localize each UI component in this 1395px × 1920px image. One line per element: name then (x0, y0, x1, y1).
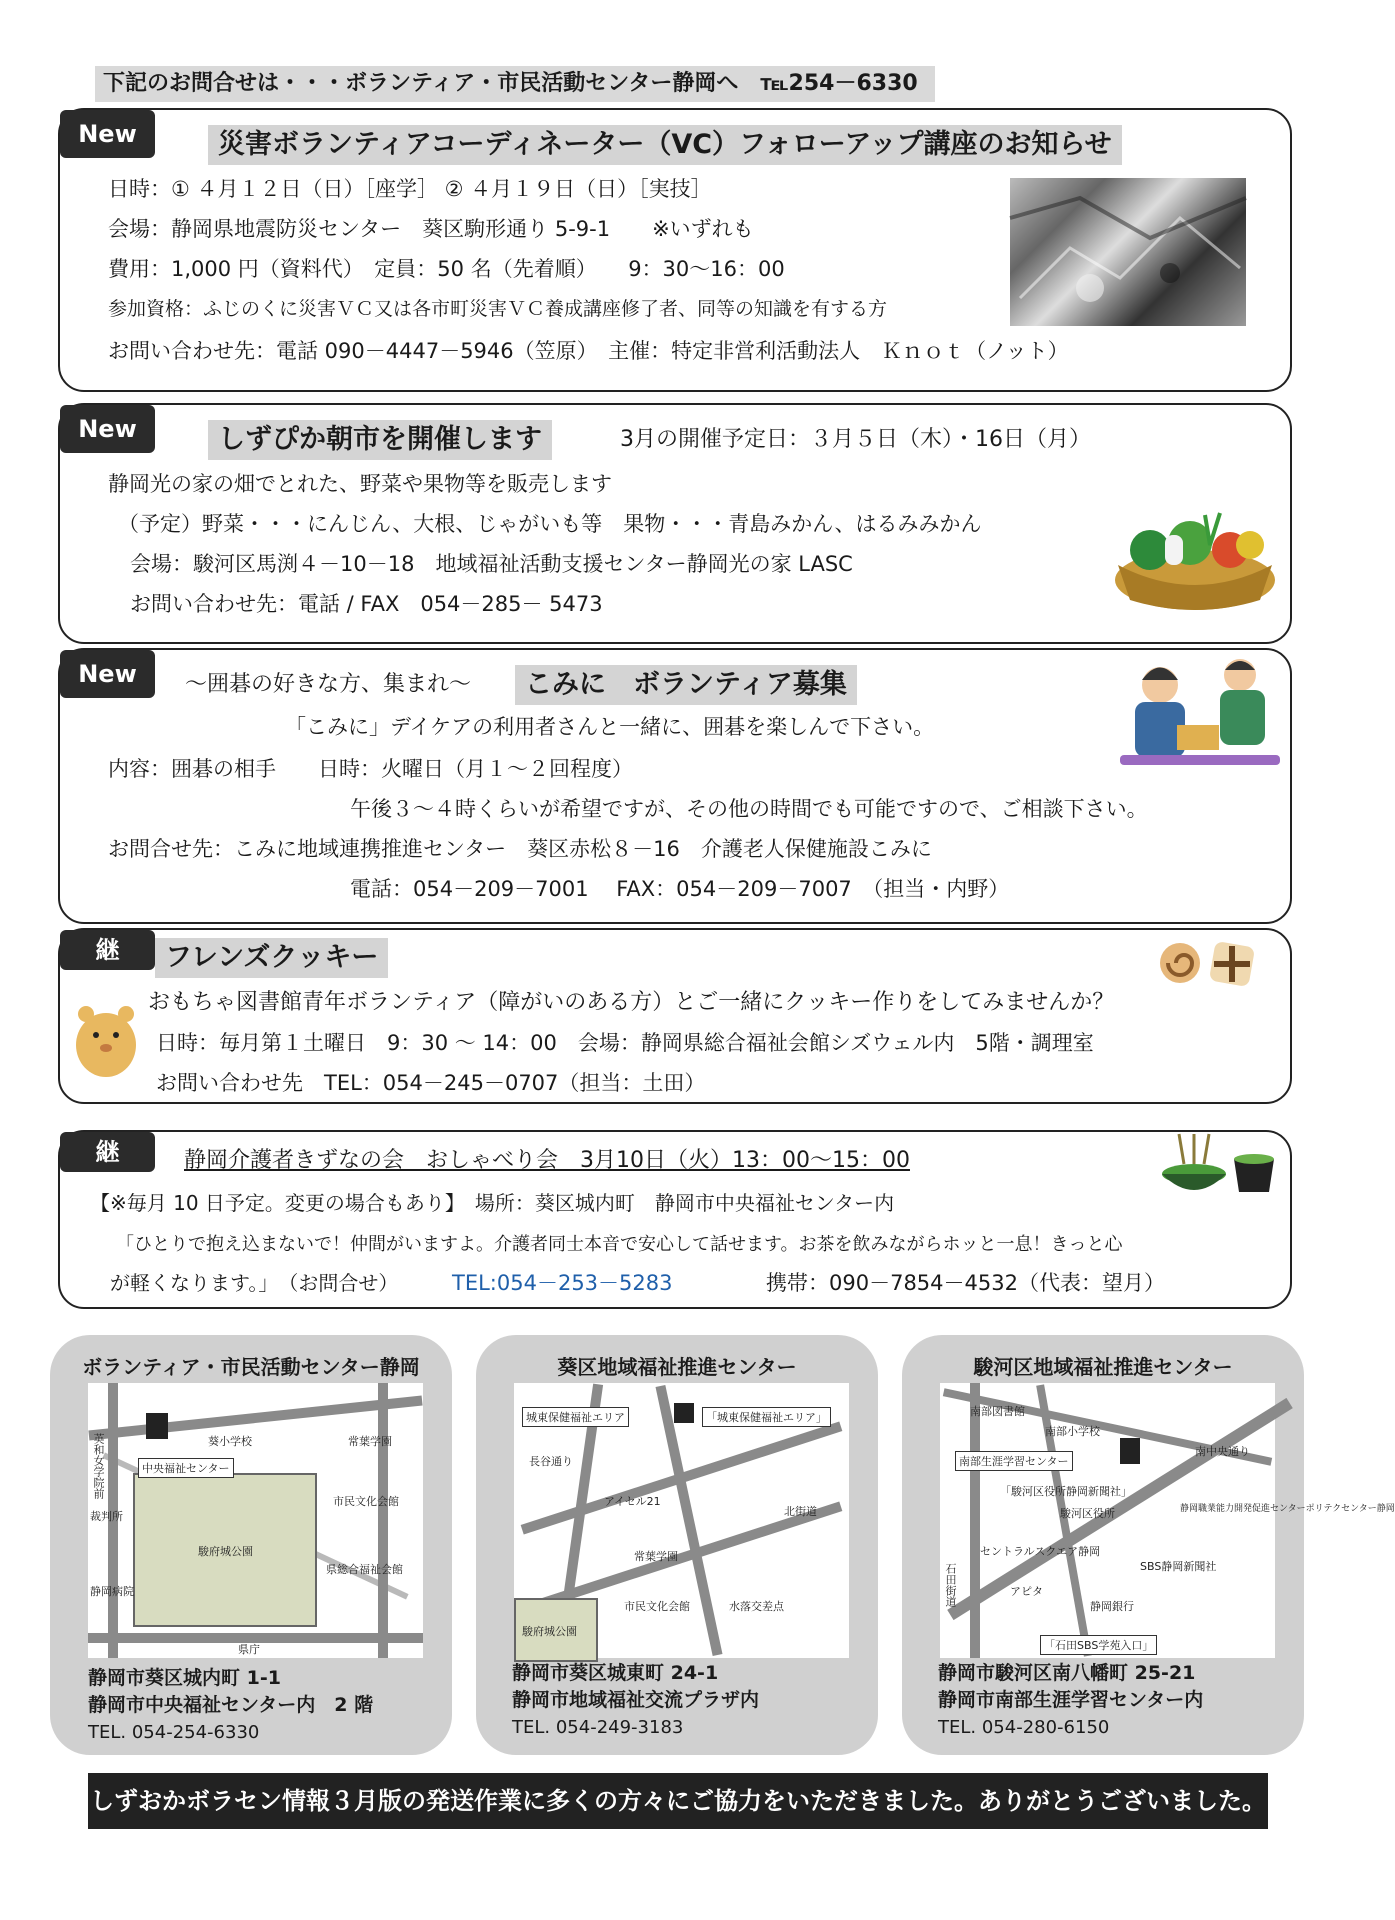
new-badge: New (60, 110, 155, 158)
map-label: SBS静岡新聞社 (1140, 1560, 1217, 1573)
description: おもちゃ図書館青年ボランティア（障がいのある方）とご一緒にクッキー作りをしてみませんか？ (148, 990, 1115, 1015)
section-title: こみに ボランティア募集 (515, 665, 857, 705)
map-label: 市民文化会館 (333, 1495, 399, 1508)
address-line: 静岡市南部生涯学習センター内 (938, 1689, 1204, 1711)
map-label: 南部小学校 (1045, 1425, 1100, 1438)
map-area (88, 1383, 423, 1658)
address-line: 静岡市駿河区南八幡町 25-21 (938, 1662, 1196, 1684)
map-label: 石田街道 (944, 1563, 957, 1607)
section-title: 災害ボランティアコーディネーター（VC）フォローアップ講座のお知らせ (208, 125, 1122, 165)
map-label: アイセル21 (604, 1495, 661, 1508)
map-label: 県庁 (238, 1643, 260, 1656)
map-label: 長谷通り (529, 1455, 573, 1468)
vegetable-basket-icon (1110, 495, 1280, 615)
map-area (514, 1383, 849, 1658)
map-label: 市民文化会館 (624, 1600, 690, 1613)
center-building-icon (146, 1413, 168, 1439)
map-label: 「駿河区役所静岡新聞社」 (1000, 1485, 1132, 1498)
section-caregivers-meeting (58, 1130, 1292, 1309)
map-label: 南部図書館 (970, 1405, 1025, 1418)
description: 「こみに」デイケアの利用者さんと一緒に、囲碁を楽しんで下さい。 (285, 715, 935, 739)
event-schedule: 3月の開催予定日：３月５日（木）・16日（月） (620, 427, 1091, 452)
mobile-phone: 携帯：090－7854－4532（代表：望月） (766, 1271, 1165, 1295)
map-label: 英和女学院前 (92, 1433, 105, 1499)
contact-header: 下記のお問合せは・・・ボランティア・市民活動センター静岡へ ℡254－6330 (95, 66, 935, 102)
map-label: 常葉学園 (634, 1550, 678, 1563)
address-line: 静岡市葵区城内町 1-1 (88, 1667, 281, 1689)
map-title: 葵区地域福祉推進センター (557, 1355, 797, 1379)
hamster-icon (72, 990, 140, 1080)
map-label: 県総合福祉会館 (326, 1563, 403, 1576)
center-building-icon (1120, 1438, 1140, 1464)
event-venue: 会場：静岡県地震防災センター 葵区駒形通り 5-9-1 ※いずれも (108, 217, 754, 241)
section-disaster-vc (58, 108, 1292, 392)
event-date: 日時：① ４月１２日（日）［座学］ ② ４月１９日（日）［実技］ (108, 177, 712, 201)
cookie-icon (1150, 938, 1270, 988)
map-title: 駿河区地域福祉推進センター (973, 1355, 1233, 1379)
map-label: 駿府城公園 (522, 1625, 577, 1638)
thanks-footer: しずおかボラセン情報３月版の発送作業に多くの方々にご協力をいただきました。ありがとうございました。 (88, 1773, 1268, 1829)
disaster-photo (1010, 178, 1246, 326)
map-label: アピタ (1010, 1585, 1043, 1598)
map-label: 駿河区役所 (1060, 1507, 1115, 1520)
message: 「ひとりで抱え込まないで！仲間がいますよ。介護者同士本音で安心して話せます。お茶を飲みながらホッと一息！きっと心 (116, 1234, 1123, 1255)
section-title: しずぴか朝市を開催します (208, 420, 552, 460)
phone-fax: 電話：054－209－7001 FAX：054－209－7007 （担当・内野） (350, 877, 1010, 901)
map-card-suruga-center (902, 1335, 1395, 1755)
section-morning-market (58, 403, 1292, 644)
map-label: 常葉学園 (348, 1435, 392, 1448)
time-note: 午後３～４時くらいが希望ですが、その他の時間でも可能ですので、ご相談下さい。 (350, 797, 1148, 821)
address-line: 静岡市地域福祉交流プラザ内 (512, 1689, 760, 1711)
map-title: ボランティア・市民活動センター静岡 (82, 1355, 420, 1379)
contact-info: お問合せ先：こみに地域連携推進センター 葵区赤松８－16 介護老人保健施設こみに (108, 837, 932, 861)
address-line: 静岡市中央福祉センター内 2 階 (88, 1694, 374, 1716)
map-label: 静岡銀行 (1090, 1600, 1134, 1613)
map-label: 北街道 (784, 1505, 817, 1518)
new-badge: New (60, 405, 155, 453)
map-label: 静岡職業能力開発促進センターポリテクセンター静岡 (1180, 1504, 1395, 1514)
map-phone: TEL. 054-280-6150 (938, 1717, 1110, 1738)
lead-text: ～囲碁の好きな方、集まれ～ (185, 672, 472, 697)
market-description: 静岡光の家の畑でとれた、野菜や果物等を販売します (108, 472, 612, 496)
map-phone: TEL. 054-254-6330 (88, 1722, 260, 1743)
contact-info: お問い合わせ先 TEL：054－245－0707（担当：土田） (156, 1071, 706, 1095)
section-friends-cookie (58, 928, 1292, 1104)
section-komini-volunteer (58, 648, 1292, 924)
section-title: フレンズクッキー (155, 938, 388, 978)
map-label: 静岡病院 (90, 1585, 134, 1598)
eligibility: 参加資格：ふじのくに災害ＶＣ又は各市町災害ＶＣ養成講座修了者、同等の知識を有する方 (108, 298, 888, 320)
message-end: が軽くなります。」 （お問合せ） (110, 1271, 399, 1295)
map-label: 中央福祉センター (138, 1458, 234, 1478)
contact-info: お問い合わせ先：電話 090－4447－5946（笠原） 主催：特定非営利活動法人 Ｋｎｏｔ（ノット） (108, 339, 1069, 363)
map-label: 裁判所 (90, 1510, 123, 1523)
go-players-icon (1115, 650, 1285, 780)
map-area (940, 1383, 1395, 1658)
map-card-volunteer-center (50, 1335, 452, 1755)
continuing-badge: 継 (60, 1132, 155, 1172)
map-label: 「石田SBS学苑入口」 (1040, 1635, 1157, 1655)
map-label: 水落交差点 (729, 1600, 784, 1613)
section-title: 静岡介護者きずなの会 おしゃべり会 3月10日（火）13：00～15：00 (184, 1148, 910, 1173)
map-label: セントラルスクエア静岡 (980, 1545, 1101, 1558)
contact-tel: TEL:054－253－5283 (452, 1271, 673, 1295)
products: （予定）野菜・・・にんじん、大根、じゃがいも等 果物・・・青島みかん、はるみみかん (118, 512, 982, 536)
green-tea-icon (1154, 1124, 1284, 1204)
center-building-icon (674, 1403, 694, 1423)
map-label: 駿府城公園 (198, 1545, 253, 1558)
schedule: 日時：毎月第１土曜日 9：30 ～ 14：00 会場：静岡県総合福祉会館シズウェル内 5階・調理室 (156, 1031, 1094, 1055)
contact-info: お問い合わせ先：電話 / FAX 054－285－ 5473 (130, 592, 603, 616)
map-label: 南部生涯学習センター (955, 1451, 1073, 1471)
map-label: 葵小学校 (208, 1435, 252, 1448)
map-label: 「城東保健福祉エリア」 (702, 1407, 831, 1427)
continuing-badge: 継 (60, 930, 155, 970)
event-fee: 費用：1,000 円（資料代） 定員：50 名（先着順） 9：30～16：00 (108, 257, 785, 281)
content-and-date: 内容：囲碁の相手 日時：火曜日（月１～２回程度） (108, 757, 633, 781)
map-label: 城東保健福祉エリア (522, 1407, 629, 1427)
map-phone: TEL. 054-249-3183 (512, 1717, 684, 1738)
address-line: 静岡市葵区城東町 24-1 (512, 1662, 719, 1684)
photo-texture-icon (1010, 178, 1246, 326)
map-card-aoi-center (476, 1335, 878, 1755)
venue: 会場：駿河区馬渕４－10－18 地域福祉活動支援センター静岡光の家 LASC (130, 552, 853, 576)
schedule-note: 【※毎月 10 日予定。変更の場合もあり】 場所：葵区城内町 静岡市中央福祉センター内 (90, 1191, 895, 1215)
map-label: 南中央通り (1195, 1445, 1250, 1458)
new-badge: New (60, 650, 155, 698)
